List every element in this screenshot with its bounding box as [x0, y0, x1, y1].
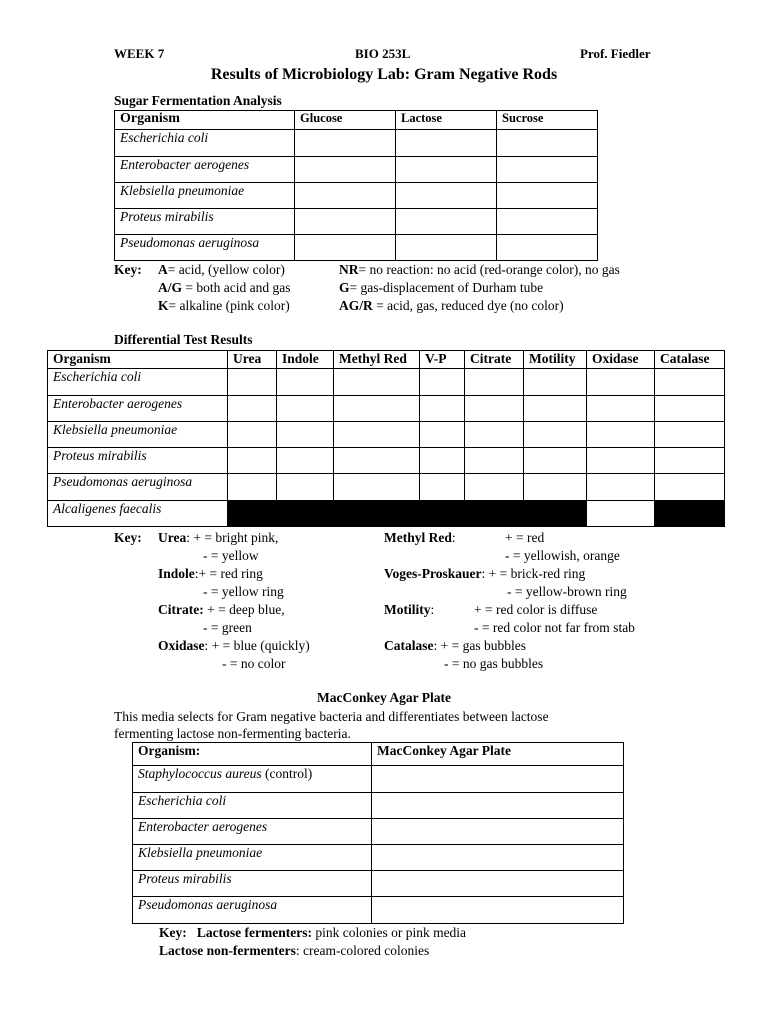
organism-cell: Enterobacter aerogenes	[48, 396, 228, 422]
result-cell[interactable]	[524, 396, 587, 422]
key-desc: :+ = red ring	[194, 566, 263, 581]
column-header: Organism:	[133, 743, 372, 766]
result-cell[interactable]	[524, 369, 587, 396]
result-cell[interactable]	[228, 448, 277, 474]
key-term: A/G	[158, 280, 183, 295]
table-row	[133, 871, 624, 897]
column-header: Indole	[277, 351, 334, 369]
result-cell[interactable]	[420, 369, 465, 396]
table-row	[48, 369, 725, 396]
column-header: Methyl Red	[334, 351, 420, 369]
result-cell[interactable]	[396, 183, 497, 209]
result-cell[interactable]	[277, 422, 334, 448]
table-header-row	[48, 351, 725, 369]
key-term: Methyl Red	[384, 530, 452, 545]
result-cell[interactable]	[372, 845, 624, 871]
key-term: Lactose non-fermenters	[159, 943, 296, 958]
organism-cell: Proteus mirabilis	[133, 871, 372, 897]
column-header: Urea	[228, 351, 277, 369]
key-term: K	[158, 298, 169, 313]
key-desc: = acid, (yellow color)	[167, 262, 285, 277]
blocked-cell	[277, 501, 334, 527]
result-cell[interactable]	[587, 501, 655, 527]
column-header: Organism	[115, 111, 295, 130]
key-term: Urea	[158, 530, 187, 545]
key-catalase	[384, 637, 526, 655]
result-cell[interactable]	[228, 422, 277, 448]
key-label: Key:	[114, 530, 142, 545]
key-desc: - = yellow ring	[203, 584, 284, 599]
page-title: Results of Microbiology Lab: Gram Negative Rods	[210, 66, 558, 83]
result-cell[interactable]	[655, 448, 725, 474]
key-entry-g	[339, 279, 620, 297]
table-row	[133, 766, 624, 793]
key-term: Oxidase	[158, 638, 205, 653]
mac-section-heading: MacConkey Agar Plate	[317, 690, 451, 705]
result-cell[interactable]	[420, 396, 465, 422]
table-row	[133, 819, 624, 845]
table-row	[115, 130, 598, 157]
key-entry-a	[158, 261, 290, 279]
professor-label: Prof. Fiedler	[580, 46, 651, 61]
organism-cell: Escherichia coli	[133, 793, 372, 819]
result-cell[interactable]	[396, 209, 497, 235]
key-term: AG/R	[339, 298, 373, 313]
result-cell[interactable]	[465, 422, 524, 448]
mac-description-line2: fermenting lactose non-fermenting bacteria.	[114, 726, 351, 741]
result-cell[interactable]	[277, 396, 334, 422]
key-citrate	[158, 601, 285, 619]
result-cell[interactable]	[334, 422, 420, 448]
organism-cell: Klebsiella pneumoniae	[48, 422, 228, 448]
key-desc: + = deep blue,	[203, 602, 285, 617]
table-row	[133, 793, 624, 819]
key-desc: :	[430, 602, 435, 617]
result-cell[interactable]	[334, 474, 420, 501]
key-term: NR	[339, 262, 359, 277]
result-cell[interactable]	[655, 369, 725, 396]
result-cell[interactable]	[587, 396, 655, 422]
result-cell[interactable]	[497, 130, 598, 157]
organism-cell	[133, 766, 372, 793]
result-cell[interactable]	[228, 369, 277, 396]
result-cell[interactable]	[465, 396, 524, 422]
result-cell[interactable]	[497, 235, 598, 261]
key-indole	[158, 565, 263, 583]
result-cell[interactable]	[420, 474, 465, 501]
key-desc: = acid, gas, reduced dye (no color)	[372, 298, 564, 313]
column-header: Citrate	[465, 351, 524, 369]
column-header: Sucrose	[497, 111, 598, 130]
key-desc: - = no gas bubbles	[444, 656, 544, 671]
table-row	[48, 474, 725, 501]
table-row	[48, 448, 725, 474]
key-desc: = both acid and gas	[182, 280, 291, 295]
table-row	[115, 235, 598, 261]
result-cell[interactable]	[295, 130, 396, 157]
key-entry-k	[158, 297, 290, 315]
column-header: Glucose	[295, 111, 396, 130]
key-desc: - = yellow-brown ring	[507, 584, 627, 599]
key-term: A	[158, 262, 168, 277]
column-header: Oxidase	[587, 351, 655, 369]
key-desc: : + = bright pink,	[186, 530, 279, 545]
key-desc: - = yellow	[203, 548, 259, 563]
key-desc: :	[451, 530, 456, 545]
result-cell[interactable]	[497, 183, 598, 209]
result-cell[interactable]	[465, 369, 524, 396]
sugar-key-label	[114, 261, 142, 279]
key-desc: : + = blue (quickly)	[204, 638, 310, 653]
result-cell[interactable]	[396, 235, 497, 261]
table-row	[48, 422, 725, 448]
key-label: Key:	[159, 925, 187, 940]
result-cell[interactable]	[295, 157, 396, 183]
organism-cell: Pseudomonas aeruginosa	[48, 474, 228, 501]
diff-table	[47, 350, 725, 527]
key-term: Voges-Proskauer	[384, 566, 482, 581]
result-cell[interactable]	[372, 793, 624, 819]
organism-cell: Enterobacter aerogenes	[133, 819, 372, 845]
key-desc: = no reaction: no acid (red-orange color), no gas	[358, 262, 620, 277]
result-cell[interactable]	[524, 422, 587, 448]
table-row	[115, 183, 598, 209]
course-label: BIO 253L	[355, 46, 411, 61]
result-cell[interactable]	[334, 396, 420, 422]
result-cell[interactable]	[465, 474, 524, 501]
organism-cell: Escherichia coli	[48, 369, 228, 396]
result-cell[interactable]	[524, 448, 587, 474]
result-cell[interactable]	[295, 183, 396, 209]
sugar-section-heading: Sugar Fermentation Analysis	[114, 93, 282, 108]
result-cell[interactable]	[587, 474, 655, 501]
result-cell[interactable]	[334, 369, 420, 396]
result-cell[interactable]	[396, 157, 497, 183]
result-cell[interactable]	[587, 422, 655, 448]
control-label: (control)	[261, 766, 313, 781]
result-cell[interactable]	[497, 209, 598, 235]
key-label: Key:	[114, 262, 142, 277]
key-desc: - = green	[203, 620, 252, 635]
organism-cell: Klebsiella pneumoniae	[115, 183, 295, 209]
organism-cell: Proteus mirabilis	[48, 448, 228, 474]
result-cell[interactable]	[420, 448, 465, 474]
result-cell[interactable]	[372, 897, 624, 924]
key-desc: : + = gas bubbles	[433, 638, 526, 653]
table-header-row	[133, 743, 624, 766]
organism-cell: Proteus mirabilis	[115, 209, 295, 235]
organism-cell: Escherichia coli	[115, 130, 295, 157]
result-cell[interactable]	[277, 474, 334, 501]
week-label: WEEK 7	[114, 46, 165, 61]
result-cell[interactable]	[372, 871, 624, 897]
result-cell[interactable]	[295, 235, 396, 261]
key-urea	[158, 529, 278, 547]
blocked-cell	[420, 501, 465, 527]
result-cell[interactable]	[655, 396, 725, 422]
table-row	[48, 396, 725, 422]
result-cell[interactable]	[372, 819, 624, 845]
key-desc: = gas-displacement of Durham tube	[349, 280, 544, 295]
column-header: Organism	[48, 351, 228, 369]
result-cell[interactable]	[228, 396, 277, 422]
result-cell[interactable]	[228, 474, 277, 501]
key-term: Citrate:	[158, 602, 204, 617]
key-desc: = alkaline (pink color)	[168, 298, 290, 313]
key-term: G	[339, 280, 350, 295]
sugar-table	[114, 110, 598, 261]
key-term: Catalase	[384, 638, 434, 653]
key-methyl-red	[384, 529, 456, 547]
column-header: V-P	[420, 351, 465, 369]
diff-key-label	[114, 529, 142, 547]
result-cell[interactable]	[524, 474, 587, 501]
organism-cell: Pseudomonas aeruginosa	[133, 897, 372, 924]
result-cell[interactable]	[465, 448, 524, 474]
organism-cell: Pseudomonas aeruginosa	[115, 235, 295, 261]
result-cell[interactable]	[655, 422, 725, 448]
result-cell[interactable]	[587, 369, 655, 396]
key-oxidase	[158, 637, 310, 655]
table-row	[133, 897, 624, 924]
key-desc: : cream-colored colonies	[295, 943, 430, 958]
organism-cell: Alcaligenes faecalis	[48, 501, 228, 527]
blocked-cell	[334, 501, 420, 527]
result-cell[interactable]	[277, 369, 334, 396]
key-desc: - = no color	[222, 656, 286, 671]
table-row	[48, 501, 725, 527]
table-row	[115, 209, 598, 235]
key-desc: : + = brick-red ring	[481, 566, 586, 581]
key-desc: - = yellowish, orange	[505, 548, 620, 563]
table-header-row	[115, 111, 598, 130]
column-header: MacConkey Agar Plate	[372, 743, 624, 766]
column-header: Catalase	[655, 351, 725, 369]
blocked-cell	[228, 501, 277, 527]
result-cell[interactable]	[497, 157, 598, 183]
key-desc: pink colonies or pink media	[311, 925, 467, 940]
sugar-key-col2	[339, 261, 620, 315]
organism-name: Staphylococcus aureus	[138, 766, 262, 781]
result-cell[interactable]	[334, 448, 420, 474]
blocked-cell	[524, 501, 587, 527]
blocked-cell	[465, 501, 524, 527]
column-header: Motility	[524, 351, 587, 369]
key-desc: + = red	[505, 530, 545, 545]
key-desc: - = red color not far from stab	[474, 620, 635, 635]
key-entry-nr	[339, 261, 620, 279]
column-header: Lactose	[396, 111, 497, 130]
result-cell[interactable]	[295, 209, 396, 235]
key-desc: + = red color is diffuse	[474, 602, 598, 617]
key-term: Lactose fermenters:	[196, 925, 312, 940]
result-cell[interactable]	[655, 474, 725, 501]
blocked-cell	[655, 501, 725, 527]
key-entry-agr	[339, 297, 620, 315]
diff-section-heading: Differential Test Results	[114, 332, 253, 347]
result-cell[interactable]	[277, 448, 334, 474]
organism-cell: Klebsiella pneumoniae	[133, 845, 372, 871]
mac-key-fermenters	[159, 924, 466, 942]
key-entry-ag	[158, 279, 290, 297]
key-voges-proskauer	[384, 565, 585, 583]
key-motility	[384, 601, 434, 619]
mac-table	[132, 742, 624, 924]
result-cell[interactable]	[587, 448, 655, 474]
mac-key-nonfermenters	[159, 942, 429, 960]
result-cell[interactable]	[420, 422, 465, 448]
table-row	[133, 845, 624, 871]
organism-cell: Enterobacter aerogenes	[115, 157, 295, 183]
mac-description-line1: This media selects for Gram negative bacteria and differentiates between lactose	[114, 709, 549, 724]
table-row	[115, 157, 598, 183]
result-cell[interactable]	[372, 766, 624, 793]
key-term: Indole	[158, 566, 195, 581]
result-cell[interactable]	[396, 130, 497, 157]
sugar-key-col1	[158, 261, 290, 315]
key-term: Motility	[384, 602, 431, 617]
